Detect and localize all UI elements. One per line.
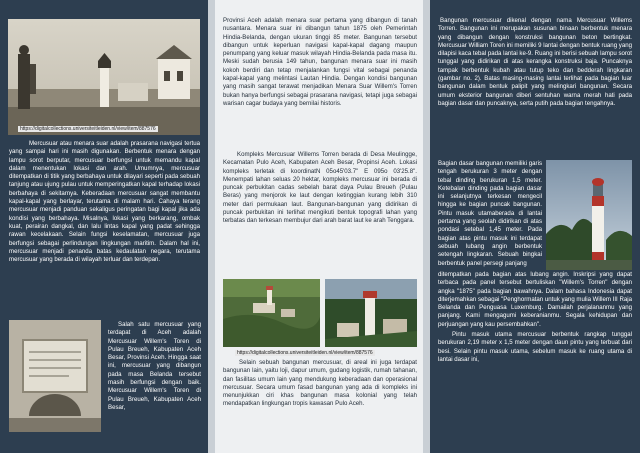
entrance-paragraph: Pintu masuk utama mercusuar berbentuk rangkap tunggal berukuran 2,19 meter x 1,5 meter dengan daun pintu yang terbuat dari besi. Selain pintu masuk utama, sebelum masuk ke ruang utama di lantai dasar ini, bbox=[438, 331, 632, 363]
base-structure-paragraph-narrow bbox=[438, 160, 542, 268]
base-structure-paragraph-continued: ditempatkan pada bagian atas lubang angin. Inskripsi yang dapat terbaca pada panel tersebut bertuliskan "Willem's Torren" dengan angka "1875" pada bagian bawahnya. Dalam bahasa Indonesia dapat diterjemahkan sebagai "Penghormatan untuk yang mulia Willem III Raja Belanda dan Penguasa Luxemburg. Damailah perjalananmu yang panjang. Kami mengagumi keberanianmu. Segala kehidupan dan perjuangan yang kau persembahkan". bbox=[438, 271, 632, 328]
aerial-site-photo bbox=[223, 279, 320, 347]
base-structure-paragraph: Bagian dasar bangunan memiliki garis tengah berukuran 3 meter dengan tebal dinding berukuran 1,5 meter. Ketebalan dinding pada bagian dasar ini selanjutnya terkesan mengecil hingga ke bagian puncak bangunan. Pintu masuk utamaberada di lantai pertama yang seolah didirikan di atas pondasi setebal 1,45 meter. Pada bagian atas pintu masuk ini terdapat sebuah lubang angin berbentuk setengah lingkaran. Sebuah bingkai berbentuk panel persegi panjang bbox=[438, 160, 542, 267]
history-paragraph: Provinsi Aceh adalah menara suar pertama yang dibangun di tanah nusantara. Menara suar ini dibangun tahun 1875 oleh Pemerintah Hindia-Belanda, dengan ukuran tinggi 85 meter. Bangunan tersebut dibangun untuk keperluan navigasi kapal-kapal dagang maupun penumpang yang keluar masuk wilayah Hindia-Belanda pada masa itu. Meski sudah berusia 149 tahun, bangunan menara suar ini masih kokoh berdiri dan tetap menjalankan fungsi vital sebagai penanda kapal-kapal yang melintasi Lautan Hindia. Dengan kondisi bangunan yang masih sangat terawat menjadikan Menara Suar Willem's Torren bukan hanya berfungsi sebagai prasarana navigasi, tetapi juga sebagai warisan cagar budaya yang bernilai historis. bbox=[223, 17, 417, 107]
column-gutter bbox=[423, 0, 430, 453]
inscription-plaque-photo bbox=[9, 320, 101, 432]
lighthouse-photo bbox=[546, 160, 632, 270]
column-gutter bbox=[208, 0, 215, 453]
building-description-paragraph: Bangunan mercusuar dikenal dengan nama Mercusuar Willems Torren. Bangunan ini merupakan susunan binaan berbentuk menara yang dibangun dengan konstruksi bangunan beton bertingkat. Mercusuar William Toren ini memiliki 9 lantai dengan bentuk ruang yang dilapisi kaca tebal pada lantai ke-9. Ruang ini berisi sebuah lampu sorot tunggal yang didirikan di atas kerangka konstruksi baja. Puncaknya tampak berbentuk kubah atau tutup teko dan bedderah lingkaran (gambar no. 2). Batas masing-masing lantai terlihat pada bagian luar bangunan dalam bentuk palipit yang melingkari bangunan. Secara umum eksterior bangunan diberi sentuhan warna merah hati pada bagian dasar dan puncaknya, serta putih pada bagian tengahnya. bbox=[438, 17, 632, 107]
column-left bbox=[0, 0, 208, 453]
column-right bbox=[430, 0, 640, 453]
intro-paragraph: Mercusuar atau menara suar adalah prasarana navigasi tertua yang sampai hari ini masih digunakan. Berbentuk menara dengan lampu sorot berputar, mercusuar berfungsi untuk memandu kapal dalam menentukan lokasi dan arah. Umumnya, mercusuar ditempatkan di titik yang berbahaya untuk dilayari seperti pada sebuah tanjung atau ujung pulau untuk memperingatkan kapal terhadap lokasi berbahaya di sekitarnya. Keberadaan mercusuar sangat membantu kapal-kapal yang berlayar, terutama di malam hari. Cahaya terang mercusuar menjadi panduan sekaligus peringatan bagi kapal jika ada kondisi yang berbahaya. Misalnya, lokasi yang berkarang, ombak kuat, perairan dangkal, dan lalu lintas kapal yang padat sehingga rawan kecelakaan. Selain fungsi keselamatan, mercusuar juga berfungsi sebagai perlindungan lingkungan maritim. Dalam hal ini, mercusuar menjadi penanda batas kedaulatan negara, terutama mercusuar yang berada di wilayah terluar dan terdepan. bbox=[9, 140, 200, 264]
willems-toren-intro-paragraph: Salah satu mercusuar yang terdapat di Aceh adalah Mercusuar Willem's Toren di Pulau Breueh, Kabupaten Aceh Besar, Provinsi Aceh. Hingga saat ini, mercusuar yang dibangun pada masa Belanda tersebut masih berfungsi dengan baik. Mercusuar Willem's Toren di Pulau Breueh, Kabupaten Aceh Besar, bbox=[108, 321, 201, 411]
photo-source-caption: https://digitalcollections.universiteitleiden.nl/view/item/887576 bbox=[237, 350, 373, 356]
column-middle bbox=[215, 0, 423, 453]
lighthouse-top-view-photo bbox=[325, 279, 417, 347]
complex-facilities-paragraph: Selain sebuah bangunan mercusuar, di areal ini juga terdapat bangunan lain, yaitu loji, dapur umum, gudang logistik, rumah tahanan, dan fasilitas umum lain yang mendukung keberadaan dan operasional mercusuar. Secara umum fasad bangunan yang ada di kompleks ini menunjukkan ciri khas bangunan masa kolonial yang telah mendapatkan lingkungan tropis kawasan Pulo Aceh. bbox=[223, 359, 417, 408]
photo-source-caption: https://digitalcollections.universiteitleiden.nl/view/item/887576 bbox=[20, 126, 156, 132]
location-paragraph: Kompleks Mercusuar Willems Torren berada di Desa Meulingge, Kecamatan Pulo Aceh, Kabupaten Aceh Besar, Propinsi Aceh. Lokasi kompleks terletak di koordinatN 05o45'03.7" E 095o 03'25.8". Menempati lahan seluas 20 hektar, kompleks mercusuar ini berada di puncak perbukitan cadas sebelah barat daya Pulau Breueh (Pulau Beras) yang menjorok ke laut dengan ketinggian kurang lebih 310 meter dari permukaan laut. Bangunan-bangunan yang didirikan di puncak perbukitan ini terlihat mengikuti bentuk topografi lahan yang terbatas dan terkesan membujur dari arah barat laut ke arah Tenggara. bbox=[223, 151, 417, 225]
historic-lighthouse-photo bbox=[8, 19, 200, 135]
